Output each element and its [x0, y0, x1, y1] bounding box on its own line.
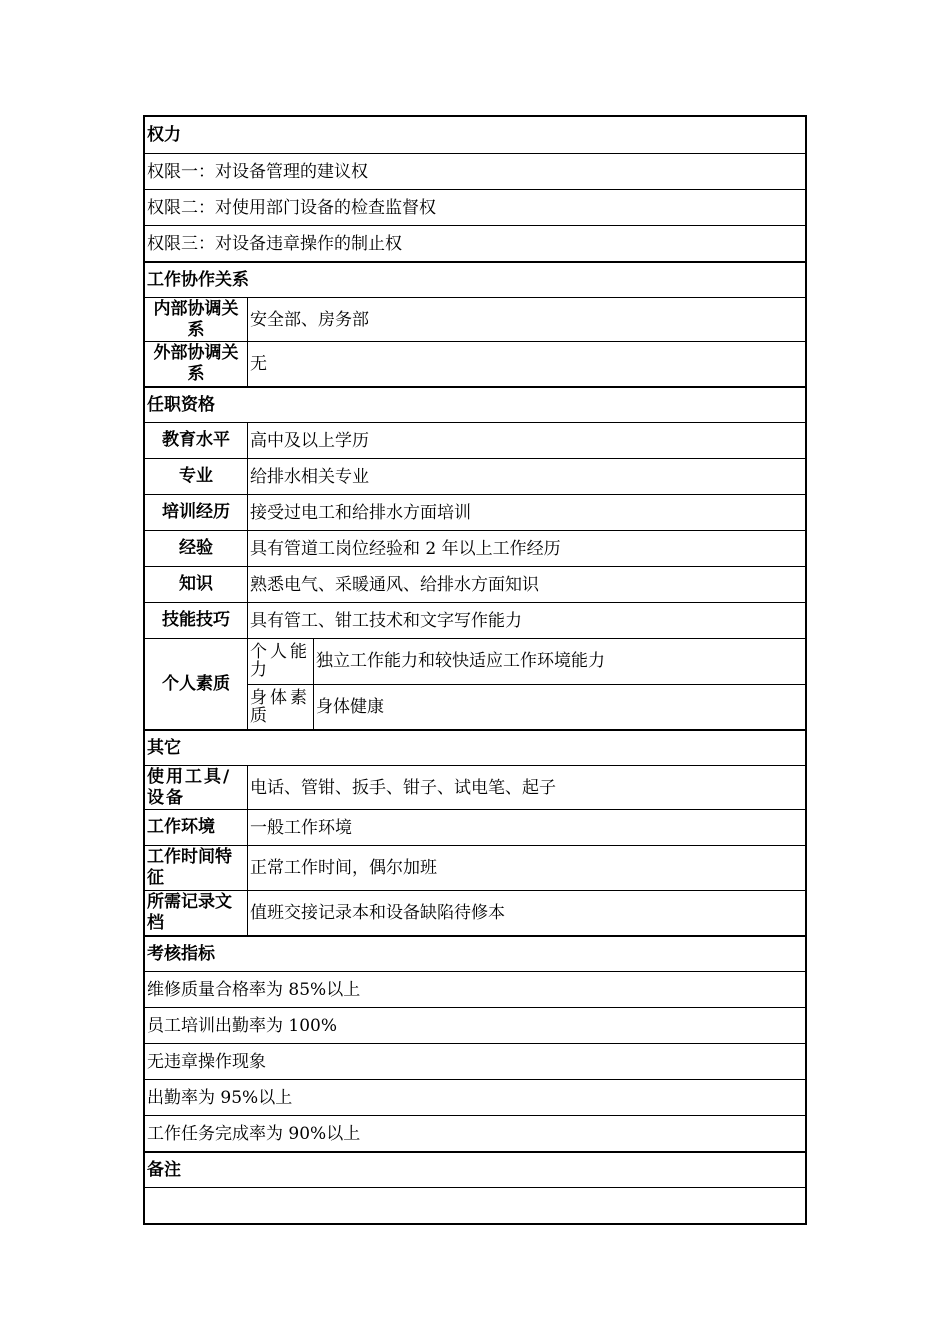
assessment-section-header — [145, 935, 805, 971]
knowledge-label: 知识 — [145, 567, 248, 602]
internal-relations-value: 安全部、房务部 — [250, 309, 369, 330]
experience-row — [145, 530, 805, 566]
relations-title: 工作协作关系 — [147, 270, 249, 290]
authority-item — [145, 153, 805, 189]
skills-value: 具有管工、钳工技术和文字写作能力 — [250, 610, 522, 631]
assessment-title: 考核指标 — [147, 944, 215, 964]
assessment-item-text: 出勤率为 95%以上 — [147, 1087, 293, 1108]
physical-quality-label: 身体素质 — [248, 685, 314, 730]
internal-relations-row — [145, 297, 805, 341]
remarks-value — [145, 1188, 149, 1223]
personal-quality-details — [248, 639, 805, 729]
tools-value: 电话、管钳、扳手、钳子、试电笔、起子 — [250, 777, 556, 798]
assessment-item — [145, 1043, 805, 1079]
other-section-header — [145, 729, 805, 765]
personal-quality-label: 个人素质 — [145, 639, 248, 729]
job-description-table — [143, 115, 807, 1225]
authority-item-text: 权限三：对设备违章操作的制止权 — [147, 233, 402, 254]
knowledge-value: 熟悉电气、采暖通风、给排水方面知识 — [250, 574, 539, 595]
work-time-label: 工作时间特征 — [145, 846, 248, 890]
major-label: 专业 — [145, 459, 248, 494]
relations-section-header — [145, 261, 805, 297]
remarks-row — [145, 1187, 805, 1223]
skills-label: 技能技巧 — [145, 603, 248, 638]
authority-item — [145, 189, 805, 225]
tools-row — [145, 765, 805, 809]
education-row — [145, 422, 805, 458]
external-relations-value: 无 — [250, 354, 267, 374]
work-time-row — [145, 845, 805, 890]
authority-section-header — [145, 117, 805, 153]
internal-relations-label: 内部协调关系 — [145, 298, 248, 341]
records-label: 所需记录文档 — [145, 891, 248, 935]
remarks-section-header — [145, 1151, 805, 1187]
qualifications-title: 任职资格 — [147, 395, 215, 415]
knowledge-row — [145, 566, 805, 602]
authority-item-text: 权限二：对使用部门设备的检查监督权 — [147, 197, 436, 218]
assessment-item-text: 员工培训出勤率为 100% — [147, 1015, 338, 1036]
physical-quality-row — [248, 684, 805, 730]
assessment-item-text: 无违章操作现象 — [147, 1051, 266, 1072]
authority-title: 权力 — [147, 125, 181, 145]
assessment-item — [145, 1115, 805, 1151]
major-value: 给排水相关专业 — [250, 466, 369, 487]
training-row — [145, 494, 805, 530]
other-title: 其它 — [147, 738, 181, 758]
work-time-value: 正常工作时间，偶尔加班 — [250, 858, 437, 878]
training-value: 接受过电工和给排水方面培训 — [250, 502, 471, 523]
external-relations-row — [145, 341, 805, 386]
assessment-item — [145, 971, 805, 1007]
training-label: 培训经历 — [145, 495, 248, 530]
tools-label: 使用工具/设备 — [145, 766, 248, 809]
personal-ability-label: 个人能力 — [248, 639, 314, 684]
records-value: 值班交接记录本和设备缺陷待修本 — [250, 903, 505, 923]
authority-item — [145, 225, 805, 261]
experience-label: 经验 — [145, 531, 248, 566]
personal-ability-value: 独立工作能力和较快适应工作环境能力 — [316, 651, 605, 672]
assessment-item-text: 维修质量合格率为 85%以上 — [147, 979, 361, 1000]
personal-quality-row — [145, 638, 805, 729]
remarks-title: 备注 — [147, 1160, 181, 1180]
environment-row — [145, 809, 805, 845]
qualifications-section-header — [145, 386, 805, 422]
assessment-item — [145, 1007, 805, 1043]
skills-row — [145, 602, 805, 638]
education-value: 高中及以上学历 — [250, 430, 369, 451]
records-row — [145, 890, 805, 935]
major-row — [145, 458, 805, 494]
authority-item-text: 权限一：对设备管理的建议权 — [147, 161, 368, 182]
environment-label: 工作环境 — [145, 810, 248, 845]
external-relations-label: 外部协调关系 — [145, 342, 248, 386]
environment-value: 一般工作环境 — [250, 817, 352, 838]
physical-quality-value: 身体健康 — [316, 696, 384, 717]
experience-value: 具有管道工岗位经验和 2 年以上工作经历 — [250, 538, 561, 559]
education-label: 教育水平 — [145, 423, 248, 458]
personal-ability-row — [248, 639, 805, 684]
assessment-item — [145, 1079, 805, 1115]
assessment-item-text: 工作任务完成率为 90%以上 — [147, 1123, 361, 1144]
